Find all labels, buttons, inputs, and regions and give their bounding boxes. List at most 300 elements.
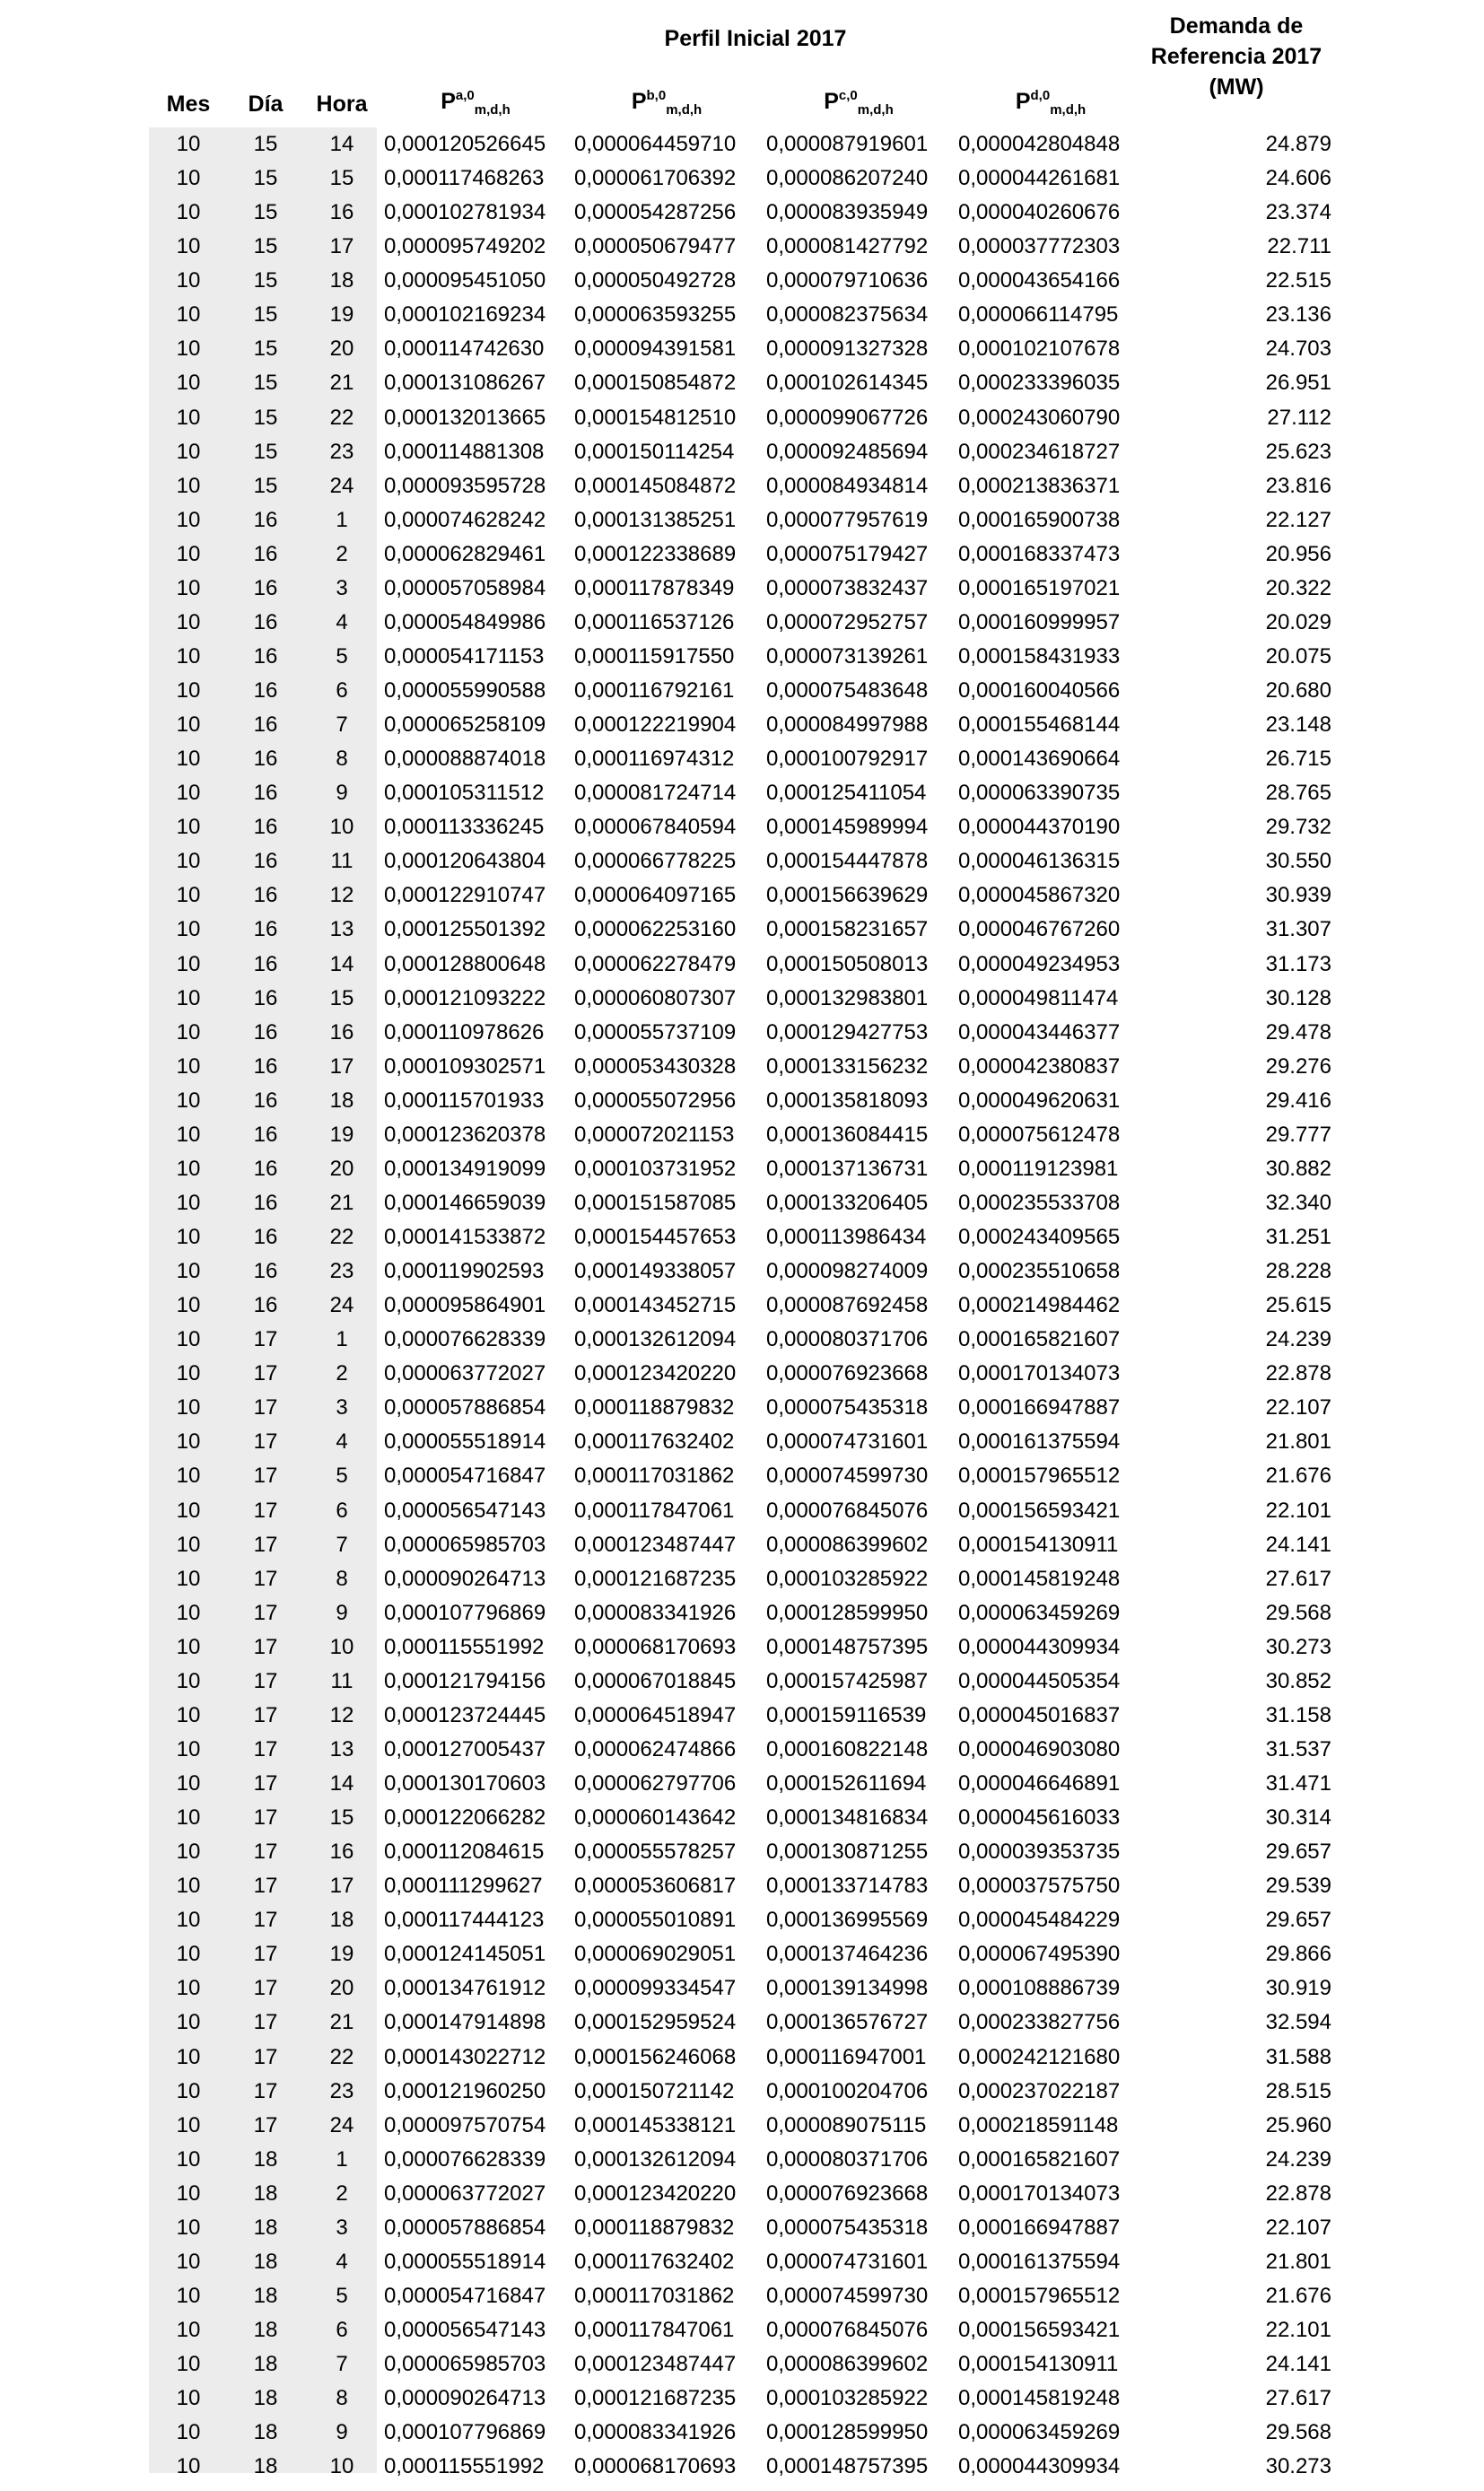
cell-mes: 10 [176,1771,201,1796]
cell-pb: 0,000083341926 [574,1600,737,1625]
cell-hora: 22 [329,2044,354,2069]
cell-pa: 0,000063772027 [384,2181,546,2206]
cell-dia: 16 [253,1225,278,1249]
cell-dia: 16 [253,1293,278,1318]
demand-header-line-2: Referencia 2017 [1150,44,1323,69]
cell-dia: 17 [253,1634,278,1659]
cell-mes: 10 [176,2181,201,2206]
cell-pc: 0,000087919601 [766,132,929,156]
cell-pa: 0,000120526645 [384,132,546,156]
cell-dia: 16 [253,643,278,669]
table-row [0,2279,1484,2313]
cell-dia: 16 [253,678,278,703]
cell-pd: 0,000037772303 [958,234,1121,259]
cell-pc: 0,000103285922 [766,2386,929,2411]
table-row [0,1733,1484,1767]
table-row [0,1186,1484,1220]
table-row [0,2211,1484,2245]
cell-pa: 0,000090264713 [384,2386,546,2411]
cell-pc: 0,000148757395 [766,1634,929,1659]
cell-pc: 0,000084934814 [766,473,929,498]
table-row [0,1016,1484,1050]
cell-dia: 16 [253,985,278,1010]
cell-dia: 15 [253,473,278,498]
cell-pb: 0,000118879832 [574,1395,735,1420]
table-row [0,2382,1484,2416]
cell-pd: 0,000043446377 [958,1019,1121,1044]
table-row [0,1118,1484,1152]
cell-pd: 0,000045616033 [958,1805,1121,1831]
cell-pd: 0,000160040566 [958,678,1121,703]
cell-demanda: 21.801 [1265,2249,1331,2274]
cell-dia: 16 [253,1190,278,1215]
cell-demanda: 21.676 [1265,1464,1331,1489]
table-row [0,298,1484,332]
cell-pa: 0,000056547143 [384,2318,546,2342]
cell-pd: 0,000161375594 [958,2249,1121,2274]
cell-pc: 0,000086399602 [766,1532,929,1557]
cell-pa: 0,000134761912 [384,1976,546,2001]
cell-pb: 0,000050679477 [574,234,737,259]
cell-mes: 10 [176,781,201,806]
cell-mes: 10 [176,1225,201,1249]
cell-pa: 0,000076628339 [384,1327,546,1352]
cell-pd: 0,000243409565 [958,1225,1121,1249]
cell-pb: 0,000055010891 [574,1908,737,1933]
cell-dia: 17 [253,1736,278,1761]
cell-dia: 16 [253,507,278,532]
cell-mes: 10 [176,200,201,225]
cell-pb: 0,000150721142 [574,2078,735,2103]
cell-pb: 0,000151587085 [574,1190,737,1215]
table-row [0,1289,1484,1323]
cell-pb: 0,000067840594 [574,815,737,840]
cell-hora: 13 [329,1736,354,1761]
cell-demanda: 24.239 [1265,2146,1331,2172]
cell-hora: 19 [329,1942,354,1967]
cell-pc: 0,000157425987 [766,1668,929,1693]
cell-hora: 15 [329,166,354,191]
cell-pc: 0,000113986434 [766,1225,927,1249]
cell-pc: 0,000076923668 [766,2181,929,2206]
table-row [0,2313,1484,2347]
cell-dia: 16 [253,883,278,908]
cell-mes: 10 [176,1874,201,1899]
cell-mes: 10 [176,405,201,430]
cell-pa: 0,000123620378 [384,1122,546,1147]
cell-hora: 21 [329,2010,354,2035]
cell-demanda: 24.606 [1265,166,1331,191]
table-row [0,2416,1484,2450]
cell-pa: 0,000076628339 [384,2146,546,2172]
cell-dia: 16 [253,712,278,738]
cell-dia: 15 [253,371,278,396]
cell-pb: 0,000123487447 [574,1532,737,1557]
cell-dia: 15 [253,439,278,464]
table-row [0,503,1484,538]
cell-pb: 0,000099334547 [574,1976,737,2001]
cell-hora: 16 [329,200,354,225]
cell-pb: 0,000117031862 [574,1464,735,1489]
cell-pd: 0,000044309934 [958,1634,1121,1659]
cell-pc: 0,000072952757 [766,609,929,634]
pa-superscript: a,0 [455,88,475,103]
cell-mes: 10 [176,1702,201,1727]
cell-pc: 0,000081427792 [766,234,929,259]
cell-hora: 3 [336,575,348,600]
cell-pc: 0,000100792917 [766,747,929,772]
cell-pa: 0,000141533872 [384,1225,546,1249]
cell-mes: 10 [176,1293,201,1318]
demand-header-line-1: Demanda de [1169,13,1304,39]
cell-dia: 17 [253,1600,278,1625]
cell-demanda: 22.515 [1265,268,1331,293]
table-row [0,1596,1484,1630]
cell-pd: 0,000046646891 [958,1771,1121,1796]
table-row [0,572,1484,606]
cell-demanda: 24.879 [1265,132,1331,156]
cell-pb: 0,000116974312 [574,747,735,772]
cell-pa: 0,000115551992 [384,2454,545,2479]
cell-pa: 0,000063772027 [384,1361,546,1386]
cell-mes: 10 [176,1976,201,2001]
column-header-pb [571,86,763,117]
table-row [0,776,1484,810]
cell-pc: 0,000098274009 [766,1259,929,1284]
cell-pd: 0,000044370190 [958,815,1121,840]
cell-demanda: 32.594 [1265,2010,1331,2035]
cell-mes: 10 [176,337,201,362]
cell-pa: 0,000143022712 [384,2044,546,2069]
cell-pc: 0,000135818093 [766,1088,929,1113]
cell-mes: 10 [176,917,201,942]
cell-mes: 10 [176,2283,201,2308]
cell-pa: 0,000088874018 [384,747,546,772]
cell-pa: 0,000065985703 [384,2352,546,2377]
cell-dia: 18 [253,2454,278,2479]
cell-pc: 0,000092485694 [766,439,929,464]
table-row [0,196,1484,230]
cell-demanda: 23.816 [1265,473,1331,498]
column-header-pa [380,86,571,117]
cell-pc: 0,000128599950 [766,1600,929,1625]
cell-pa: 0,000093595728 [384,473,546,498]
cell-pc: 0,000080371706 [766,2146,929,2172]
cell-pa: 0,000121960250 [384,2078,546,2103]
cell-pd: 0,000243060790 [958,405,1121,430]
cell-pb: 0,000122338689 [574,541,737,566]
cell-pc: 0,000079710636 [766,268,929,293]
cell-pc: 0,000076845076 [766,1498,929,1523]
cell-pd: 0,000042380837 [958,1053,1121,1079]
cell-pa: 0,000111299627 [384,1874,543,1899]
table-row [0,1050,1484,1084]
cell-hora: 17 [329,1874,354,1899]
cell-pc: 0,000160822148 [766,1736,929,1761]
cell-pd: 0,000155468144 [958,712,1121,738]
cell-mes: 10 [176,268,201,293]
cell-demanda: 20.322 [1265,575,1331,600]
cell-pc: 0,000080371706 [766,1327,929,1352]
cell-demanda: 27.112 [1267,405,1331,430]
cell-demanda: 30.314 [1265,1805,1331,1831]
cell-pb: 0,000053606817 [574,1874,737,1899]
cell-demanda: 31.158 [1265,1702,1331,1727]
cell-mes: 10 [176,609,201,634]
cell-pd: 0,000242121680 [958,2044,1121,2069]
cell-pc: 0,000154447878 [766,849,929,874]
cell-pd: 0,000046903080 [958,1736,1121,1761]
cell-pb: 0,000068170693 [574,2454,737,2479]
cell-pa: 0,000056547143 [384,1498,546,1523]
cell-pb: 0,000131385251 [574,507,737,532]
cell-pc: 0,000156639629 [766,883,929,908]
cell-pc: 0,000136084415 [766,1122,929,1147]
cell-hora: 7 [336,712,348,738]
cell-pb: 0,000117632402 [574,2249,735,2274]
cell-demanda: 27.617 [1265,2386,1331,2411]
cell-pa: 0,000057058984 [384,575,546,600]
cell-dia: 16 [253,1259,278,1284]
cell-hora: 14 [329,132,354,156]
cell-demanda: 29.777 [1265,1122,1331,1147]
cell-dia: 17 [253,1361,278,1386]
cell-hora: 23 [329,2078,354,2103]
cell-pa: 0,000115551992 [384,1634,545,1659]
cell-pc: 0,000086399602 [766,2352,929,2377]
cell-pb: 0,000150114254 [574,439,735,464]
table-row [0,1835,1484,1869]
cell-pd: 0,000156593421 [958,2318,1121,2342]
cell-demanda: 22.101 [1265,1498,1331,1523]
table-row [0,674,1484,708]
cell-dia: 15 [253,337,278,362]
table-row [0,1254,1484,1289]
cell-pa: 0,000131086267 [384,371,546,396]
table-row [0,1494,1484,1528]
cell-dia: 18 [253,2215,278,2240]
cell-pc: 0,000074731601 [766,1429,929,1455]
cell-demanda: 22.127 [1265,507,1331,532]
cell-pc: 0,000148757395 [766,2454,929,2479]
cell-hora: 10 [329,2454,354,2479]
table-row [0,1323,1484,1357]
table-row [0,2347,1484,2382]
pa-subscript: m,d,h [474,102,511,118]
cell-pb: 0,000154457653 [574,1225,737,1249]
pd-symbol: P [1015,89,1031,114]
cell-mes: 10 [176,1908,201,1933]
cell-pb: 0,000062474866 [574,1736,737,1761]
cell-pc: 0,000133714783 [766,1874,929,1899]
cell-mes: 10 [176,815,201,840]
cell-pb: 0,000150854872 [574,371,737,396]
cell-hora: 19 [329,302,354,328]
pd-superscript: d,0 [1030,88,1051,103]
cell-demanda: 31.537 [1265,1736,1331,1761]
cell-hora: 9 [336,781,348,806]
table-row [0,1801,1484,1835]
cell-pd: 0,000066114795 [958,302,1119,328]
cell-demanda: 22.878 [1265,1361,1331,1386]
cell-hora: 21 [329,371,354,396]
cell-pd: 0,000234618727 [958,439,1121,464]
cell-pd: 0,000214984462 [958,1293,1121,1318]
cell-pa: 0,000113336245 [384,815,545,840]
cell-hora: 20 [329,1156,354,1181]
cell-pd: 0,000042804848 [958,132,1121,156]
cell-pb: 0,000117847061 [574,2318,735,2342]
cell-pb: 0,000154812510 [574,405,737,430]
cell-pa: 0,000090264713 [384,1566,546,1591]
cell-demanda: 27.617 [1265,1566,1331,1591]
cell-demanda: 28.228 [1265,1259,1331,1284]
cell-pa: 0,000122910747 [384,883,546,908]
cell-mes: 10 [176,1053,201,1079]
cell-pd: 0,000063390735 [958,781,1121,806]
cell-hora: 5 [336,1464,348,1489]
cell-mes: 10 [176,1805,201,1831]
cell-pb: 0,000060143642 [574,1805,737,1831]
cell-pd: 0,000044309934 [958,2454,1121,2479]
cell-pd: 0,000043654166 [958,268,1121,293]
cell-pa: 0,000055990588 [384,678,546,703]
cell-pd: 0,000044261681 [958,166,1121,191]
cell-pb: 0,000116537126 [574,609,735,634]
cell-pc: 0,000074731601 [766,2249,929,2274]
cell-mes: 10 [176,1634,201,1659]
cell-mes: 10 [176,1122,201,1147]
cell-mes: 10 [176,1532,201,1557]
table-row [0,435,1484,469]
cell-pb: 0,000149338057 [574,1259,737,1284]
cell-dia: 16 [253,609,278,634]
column-header-mes: Mes [166,92,211,117]
cell-pa: 0,000102169234 [384,302,546,328]
cell-dia: 15 [253,200,278,225]
cell-dia: 17 [253,1805,278,1831]
cell-pb: 0,000055737109 [574,1019,737,1044]
cell-hora: 23 [329,439,354,464]
cell-pd: 0,000170134073 [958,1361,1121,1386]
cell-demanda: 25.623 [1265,439,1331,464]
cell-demanda: 25.960 [1265,2112,1331,2137]
cell-pa: 0,000132013665 [384,405,546,430]
cell-demanda: 30.128 [1265,985,1331,1010]
cell-pc: 0,000137136731 [766,1156,929,1181]
cell-pa: 0,000117468263 [384,166,545,191]
cell-hora: 13 [329,917,354,942]
cell-pb: 0,000117878349 [574,575,735,600]
cell-dia: 16 [253,1053,278,1079]
pc-superscript: c,0 [838,88,858,103]
cell-mes: 10 [176,2454,201,2479]
cell-demanda: 20.956 [1265,541,1331,566]
cell-mes: 10 [176,1464,201,1489]
cell-hora: 24 [329,2112,354,2137]
cell-mes: 10 [176,302,201,328]
cell-demanda: 24.141 [1265,2352,1331,2377]
cell-hora: 1 [336,1327,348,1352]
cell-pa: 0,000054849986 [384,609,546,634]
cell-pb: 0,000062797706 [574,1771,737,1796]
cell-demanda: 26.715 [1265,747,1331,772]
cell-pd: 0,000063459269 [958,1600,1121,1625]
cell-demanda: 30.550 [1265,849,1331,874]
cell-pb: 0,000145338121 [574,2112,737,2137]
cell-pa: 0,000120643804 [384,849,546,874]
table-row [0,1869,1484,1903]
cell-demanda: 29.539 [1265,1874,1331,1899]
cell-dia: 18 [253,2420,278,2445]
cell-pc: 0,000150508013 [766,951,929,976]
cell-pa: 0,000114742630 [384,337,545,362]
cell-pa: 0,000065985703 [384,1532,546,1557]
cell-demanda: 31.173 [1265,951,1331,976]
cell-mes: 10 [176,1736,201,1761]
cell-pb: 0,000061706392 [574,166,737,191]
cell-hora: 18 [329,268,354,293]
cell-pa: 0,000121794156 [384,1668,546,1693]
column-header-pd [955,86,1147,117]
table-row [0,948,1484,982]
cell-dia: 17 [253,1327,278,1352]
table-row [0,264,1484,298]
cell-pb: 0,000063593255 [574,302,737,328]
cell-pd: 0,000075612478 [958,1122,1121,1147]
cell-pa: 0,000065258109 [384,712,546,738]
cell-demanda: 22.878 [1265,2181,1331,2206]
cell-hora: 14 [329,951,354,976]
cell-demanda: 29.732 [1265,815,1331,840]
cell-dia: 17 [253,1942,278,1967]
cell-pa: 0,000127005437 [384,1736,546,1761]
cell-hora: 11 [330,1668,354,1693]
cell-dia: 15 [253,302,278,328]
cell-hora: 23 [329,1259,354,1284]
cell-mes: 10 [176,2010,201,2035]
cell-dia: 16 [253,541,278,566]
cell-demanda: 29.478 [1265,1019,1331,1044]
cell-pb: 0,000064097165 [574,883,737,908]
cell-demanda: 24.239 [1265,1327,1331,1352]
cell-hora: 2 [336,1361,348,1386]
cell-pc: 0,000133206405 [766,1190,929,1215]
cell-mes: 10 [176,985,201,1010]
cell-hora: 19 [329,1122,354,1147]
cell-demanda: 20.029 [1265,609,1331,634]
cell-pb: 0,000081724714 [574,781,737,806]
table-row [0,1630,1484,1665]
cell-pb: 0,000156246068 [574,2044,737,2069]
pc-symbol: P [824,89,839,114]
cell-pc: 0,000159116539 [766,1702,927,1727]
cell-mes: 10 [176,712,201,738]
cell-hora: 16 [329,1840,354,1865]
cell-hora: 14 [329,1771,354,1796]
cell-mes: 10 [176,1942,201,1967]
cell-mes: 10 [176,1668,201,1693]
table-row [0,230,1484,264]
cell-dia: 17 [253,1976,278,2001]
table-row [0,1425,1484,1459]
table-row [0,538,1484,572]
cell-pd: 0,000102107678 [958,337,1121,362]
cell-pd: 0,000039353735 [958,1840,1121,1865]
cell-pa: 0,000117444123 [384,1908,545,1933]
cell-pa: 0,000121093222 [384,985,546,1010]
cell-pd: 0,000235533708 [958,1190,1121,1215]
